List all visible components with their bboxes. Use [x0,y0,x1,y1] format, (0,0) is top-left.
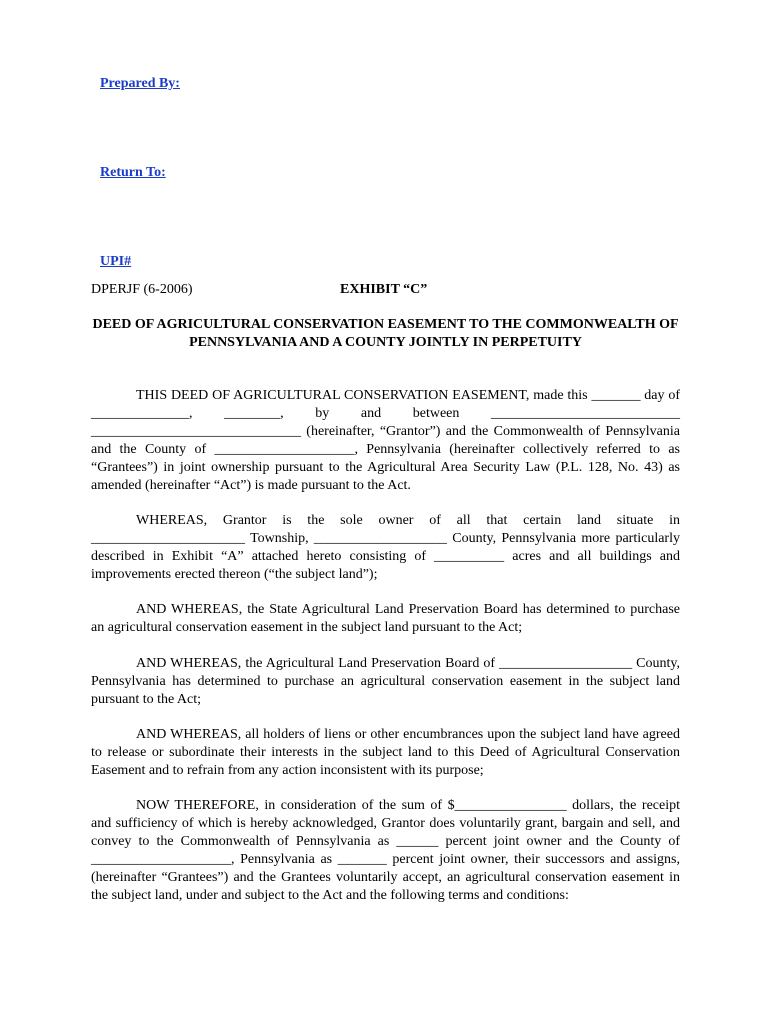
paragraph-text: WHEREAS, Grantor is the sole owner of all that certain land situate in ______________________ Township, ___________________ County, Pennsylvania more particularly described in Exhibit “A” attached hereto consisting of __________ acres and all buildings and improvements erected thereon (“the subject land”); [91,513,680,582]
prepared-by-label: Prepared By: [100,76,180,91]
paragraph-text: THIS DEED OF AGRICULTURAL CONSERVATION EASEMENT, made this _______ day of ______________, ________, by and between ___________________________ ______________________________ (hereinafter, “Grantor”) and the Commonwealth of Pennsylvania and the County of ____________________, Pennsylvania (hereinafter collectively referred to as “Grantees”) in joint ownership pursuant to the Agricultural Area Security Law (P.L. 128, No. 43) as amended (hereinafter “Act”) is made pursuant to the Act. [91,388,680,493]
paragraph-now-therefore [91,797,680,905]
paragraph-whereas-liens [91,726,680,780]
document-title: DEED OF AGRICULTURAL CONSERVATION EASEMENT TO THE COMMONWEALTH OF PENNSYLVANIA AND A COUNTY JOINTLY IN PERPETUITY [92,317,679,350]
paragraph-whereas-state-board [91,601,680,637]
paragraph-text: AND WHEREAS, the State Agricultural Land Preservation Board has determined to purchase an agricultural conservation easement in the subject land pursuant to the Act; [91,602,680,635]
return-to-label: Return To: [100,165,166,180]
paragraph-whereas-county-board [91,655,680,709]
paragraph-preamble [91,387,680,495]
upi-label: UPI# [100,254,132,269]
paragraph-whereas-owner [91,512,680,584]
paragraph-text: AND WHEREAS, the Agricultural Land Preservation Board of ___________________ County, Pennsylvania has determined to purchase an agricultural conservation easement in the subject land pursuant to the Act; [91,656,680,707]
exhibit-label: EXHIBIT “C” [340,282,428,297]
form-id: DPERJF (6-2006) [91,282,193,297]
form-meta-row [91,282,680,302]
paragraph-text: NOW THEREFORE, in consideration of the sum of $________________ dollars, the receipt and sufficiency of which is hereby acknowledged, Grantor does voluntarily grant, bargain and sell, and convey to the Commonwealth of Pennsylvania as ______ percent joint owner and the County of ____________________, Pennsylvania as _______ percent joint owner, their successors and assigns, (hereinafter “Grantees”) and the Grantees voluntarily accept, an agricultural conservation easement in the subject land, under and subject to the Act and the following terms and conditions: [91,798,680,903]
paragraph-text: AND WHEREAS, all holders of liens or other encumbrances upon the subject land have agreed to release or subordinate their interests in the subject land to this Deed of Agricultural Conservation Easement and to refrain from any action inconsistent with its purpose; [91,727,680,778]
